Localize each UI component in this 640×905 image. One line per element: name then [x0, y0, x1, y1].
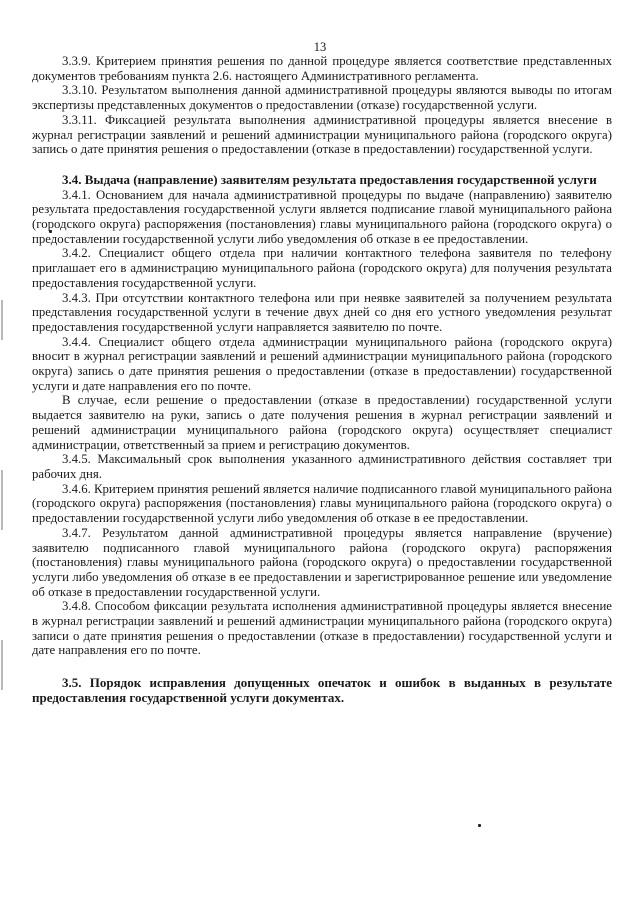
section-heading-3-4: 3.4. Выдача (направление) заявителям результата предоставления государственной услуги [62, 171, 597, 187]
paragraph-3-3-9: 3.3.9. Критерием принятия решения по данной процедуре является соответствие представленных документов требованиям пункта 2.6. настоящего Административного регламента. [32, 54, 612, 83]
document-body [32, 54, 612, 706]
section-heading-3-5: 3.5. Порядок исправления допущенных опечаток и ошибок в выданных в результате предоставления государственной услуги документах. [32, 675, 612, 705]
paragraph-3-4-6: 3.4.6. Критерием принятия решений является наличие подписанного главой муниципального района (городского округа) распоряжения (постановления) главы муниципального района (городского округа) о предоставлении государственной услуги либо уведомления об отказе в ее предоставлении. [32, 481, 612, 526]
paragraph-3-4-4-case: В случае, если решение о предоставлении (отказе в предоставлении) государственной услуги выдается заявителю на руки, запись о дате получения решения в журнал регистрации заявлений и решений администрации муниципального района (городского округа) осуществляет специалист администрации, ответственный за прием и регистрацию документов. [32, 393, 612, 452]
scan-edge-mark [1, 300, 3, 340]
paragraph-3-4-3: 3.4.3. При отсутствии контактного телефона или при неявке заявителей за получением результата представления государственной услуги в течение двух дней со дня его устного уведомления результат предоставления государственной услуги направляется заявителю по почте. [32, 290, 612, 334]
page-number: 13 [313, 40, 327, 54]
paragraph-3-3-11: 3.3.11. Фиксацией результата выполнения административной процедуры является внесение в журнал регистрации заявлений и решений администрации муниципального района (городского округа) запись о дате принятия решения о предоставлении (отказе в предоставлении) государственной услуги. [32, 112, 612, 157]
paragraph-3-4-5: 3.4.5. Максимальный срок выполнения указанного административного действия составляет три рабочих дня. [32, 452, 612, 481]
paragraph-3-3-10: 3.3.10. Результатом выполнения данной административной процедуры являются выводы по итогам экспертизы представленных документов о предоставлении (отказе) государственной услуги. [32, 83, 612, 113]
scan-edge-mark [1, 470, 3, 530]
paragraph-3-4-7: 3.4.7. Результатом данной административной процедуры является направление (вручение) заявителю подписанного главой муниципального района (городского округа) распоряжения (постановления) главы муниципального района (городского округа) о предоставлении государственной услуги либо уведомления об отказе в ее предоставлении и зарегистрированное решение или уведомление об отказе в предоставлении государственной услуги. [32, 525, 612, 599]
scan-edge-mark [1, 640, 3, 690]
paragraph-3-4-8: 3.4.8. Способом фиксации результата исполнения административной процедуры является внесение в журнал регистрации заявлений и решений администрации муниципального района (городского округа) записи о дате принятия решения о предоставлении (отказе в предоставлении) государственной услуги и дате направления его по почте. [32, 599, 612, 658]
scan-dot [478, 824, 481, 827]
paragraph-3-4-4: 3.4.4. Специалист общего отдела администрации муниципального района (городского округа) вносит в журнал регистрации заявлений и решений администрации муниципального района (городского округа) запись о дате принятия решения о предоставлении (отказе в предоставлении) государственной услуги и дате направления его по почте. [32, 334, 612, 393]
paragraph-3-4-2: 3.4.2. Специалист общего отдела при наличии контактного телефона заявителя по телефону приглашает его в администрацию муниципального района (городского округа) для получения результата предоставления государственной услуги. [32, 246, 612, 290]
paragraph-3-4-1: 3.4.1. Основанием для начала административной процедуры по выдаче (направлению) заявителю результата предоставления государственной услуги является подписание главой муниципального района (городского округа) распоряжения (постановления) главы муниципального района (городского округа) о предоставлении государственной услуги либо уведомления об отказе в ее предоставлении. [32, 187, 612, 246]
